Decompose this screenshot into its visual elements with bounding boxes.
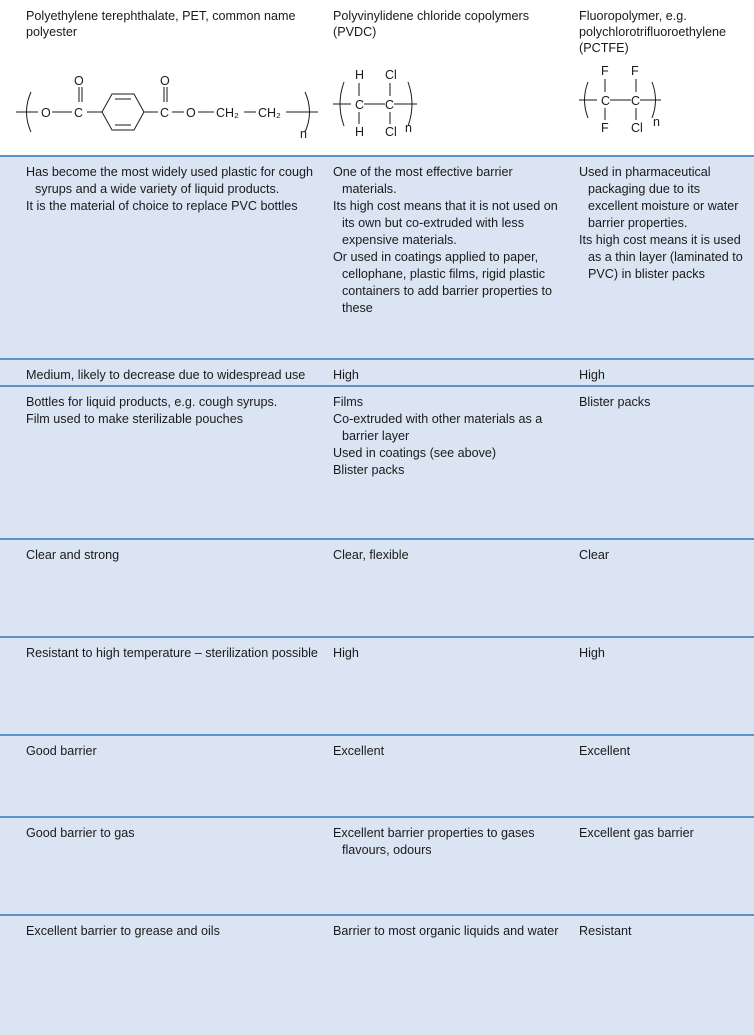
pet-oxygen-2: O	[160, 74, 170, 88]
table-row	[0, 734, 754, 818]
cell-line: It is the material of choice to replace PVC bottles	[26, 199, 298, 213]
table-row	[0, 816, 754, 916]
cell-pet	[26, 367, 318, 384]
table-row	[0, 538, 754, 638]
cell-line: Excellent gas barrier	[579, 826, 694, 840]
cell-pvdc	[333, 743, 565, 760]
cell-line: Barrier to most organic liquids and water	[333, 924, 559, 938]
cell-pvdc	[333, 367, 565, 384]
cell-line: Clear and strong	[26, 548, 120, 562]
cell-line: Co-extruded with other materials as a barrier layer	[333, 412, 543, 443]
table-row	[0, 155, 754, 360]
cell-line: Excellent	[333, 744, 385, 758]
cell-pctfe	[579, 394, 749, 411]
cell-pctfe	[579, 367, 749, 384]
cell-line: Excellent barrier properties to gases flavours, odours	[333, 826, 535, 857]
cell-pet	[26, 164, 318, 215]
header-pvdc-name: Polyvinylidene chloride copolymers (PVDC)	[333, 9, 529, 39]
cell-pvdc	[333, 164, 565, 317]
table-row	[0, 358, 754, 387]
cell-line: Its high cost means that it is not used on its own but co-extruded with less expensive materials.	[333, 199, 558, 247]
pvdc-repeat-n: n	[405, 121, 412, 135]
pvdc-top-1: H	[355, 68, 365, 82]
pet-repeat-n: n	[300, 127, 307, 141]
header-pet-name: Polyethylene terephthalate, PET, common name polyester	[26, 9, 296, 39]
cell-line: Or used in coatings applied to paper, cellophane, plastic films, rigid plastic containers to add barrier properties to these	[333, 250, 553, 315]
pet-ch2-1: CH₂	[216, 106, 239, 120]
cell-line: Resistant to high temperature – sterilization possible	[26, 646, 318, 660]
cell-line: Clear	[579, 548, 610, 562]
cell-line: High	[333, 368, 359, 382]
pvdc-structural-formula	[333, 66, 433, 142]
cell-line: Used in pharmaceutical packaging due to its excellent moisture or water barrier properties.	[579, 165, 739, 230]
cell-line: Its high cost means it is used as a thin layer (laminated to PVC) in blister packs	[579, 233, 743, 281]
table-header	[0, 0, 754, 157]
cell-pet	[26, 645, 318, 662]
cell-line: High	[579, 646, 605, 660]
cell-line: Bottles for liquid products, e.g. cough syrups.	[26, 395, 278, 409]
pctfe-structural-formula	[579, 62, 679, 138]
cell-line: Good barrier to gas	[26, 826, 135, 840]
table-row	[0, 914, 754, 1035]
cell-pvdc	[333, 825, 565, 859]
cell-line: Clear, flexible	[333, 548, 409, 562]
pet-ch2-2: CH₂	[258, 106, 281, 120]
pet-carbon-2: C	[160, 106, 170, 120]
cell-pctfe	[579, 743, 749, 760]
cell-pctfe	[579, 923, 749, 940]
cell-line: High	[333, 646, 359, 660]
pctfe-bottom-1: F	[601, 121, 609, 135]
cell-pvdc	[333, 923, 565, 940]
pvdc-carbon-2: C	[385, 98, 395, 112]
cell-pvdc	[333, 547, 565, 564]
cell-line: Excellent barrier to grease and oils	[26, 924, 220, 938]
cell-line: Excellent	[579, 744, 631, 758]
pvdc-carbon-1: C	[355, 98, 365, 112]
cell-line: Medium, likely to decrease due to widespread use	[26, 368, 306, 382]
pet-structural-formula	[12, 72, 322, 142]
cell-line: Resistant	[579, 924, 632, 938]
cell-pctfe	[579, 825, 749, 842]
cell-line: High	[579, 368, 605, 382]
pctfe-repeat-n: n	[653, 115, 660, 129]
header-pctfe-name: Fluoropolymer, e.g. polychlorotrifluoroethylene (PCTFE)	[579, 9, 727, 55]
pctfe-carbon-1: C	[601, 94, 611, 108]
pctfe-top-1: F	[601, 64, 609, 78]
cell-pet	[26, 743, 318, 760]
pctfe-top-2: F	[631, 64, 639, 78]
cell-pctfe	[579, 164, 749, 283]
pvdc-bottom-1: H	[355, 125, 365, 139]
pet-carbon-1: C	[74, 106, 84, 120]
cell-line: Used in coatings (see above)	[333, 446, 497, 460]
cell-pvdc	[333, 645, 565, 662]
cell-line: Good barrier	[26, 744, 97, 758]
cell-pctfe	[579, 547, 749, 564]
table-row	[0, 385, 754, 540]
cell-pet	[26, 547, 318, 564]
table-row	[0, 636, 754, 736]
pet-oxygen-3: O	[186, 106, 196, 120]
pet-oxygen-1: O	[74, 74, 84, 88]
pvdc-top-2: Cl	[385, 68, 397, 82]
cell-line: Has become the most widely used plastic for cough syrups and a wide variety of liquid products.	[26, 165, 313, 196]
pet-oxygen: O	[41, 106, 51, 120]
cell-pvdc	[333, 394, 565, 479]
cell-pet	[26, 923, 318, 940]
pvdc-bottom-2: Cl	[385, 125, 397, 139]
cell-pet	[26, 394, 318, 428]
cell-line: Blister packs	[579, 395, 651, 409]
cell-line: One of the most effective barrier materials.	[333, 165, 513, 196]
cell-line: Films	[333, 395, 364, 409]
cell-line: Blister packs	[333, 463, 405, 477]
cell-pctfe	[579, 645, 749, 662]
pctfe-bottom-2: Cl	[631, 121, 643, 135]
cell-line: Film used to make sterilizable pouches	[26, 412, 243, 426]
cell-pet	[26, 825, 318, 842]
pctfe-carbon-2: C	[631, 94, 641, 108]
